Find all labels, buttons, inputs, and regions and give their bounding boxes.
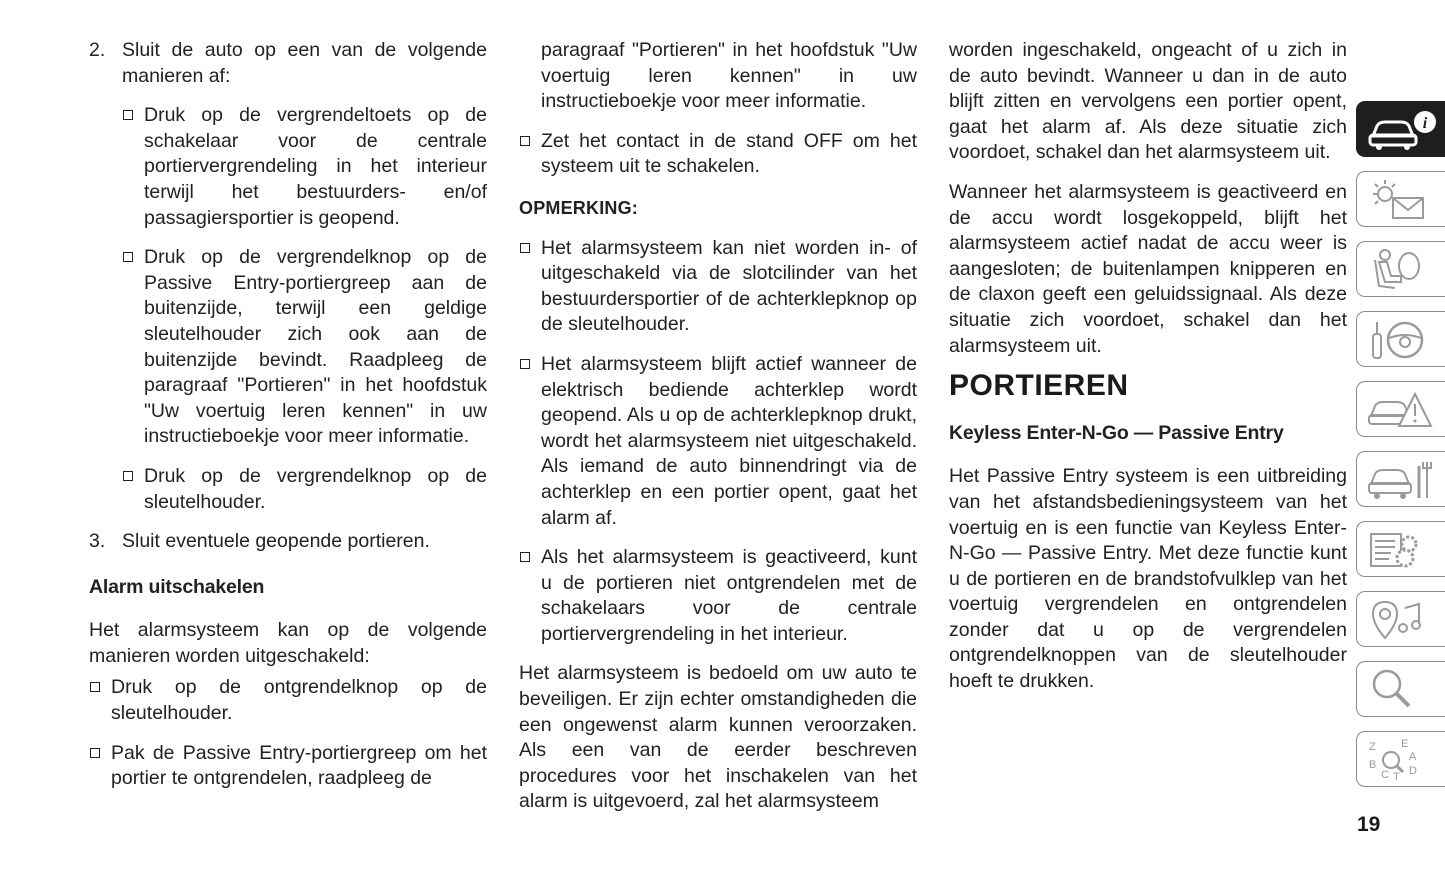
subheading: Alarm uitschakelen [89, 575, 265, 598]
step-number: 2. [89, 39, 106, 61]
section-heading: PORTIEREN [949, 369, 1129, 403]
list-item [122, 103, 487, 231]
tab-search[interactable] [1356, 661, 1445, 717]
step-2 [89, 38, 487, 89]
column-2 [519, 38, 917, 829]
tab-safety[interactable] [1356, 241, 1445, 297]
list-item [519, 545, 917, 647]
car-warning-triangle-icon [1365, 386, 1443, 432]
index-letter: Z [1369, 741, 1376, 753]
alphabetical-index-icon [1365, 736, 1443, 782]
warning-light-message-icon [1365, 176, 1443, 222]
list-item [519, 129, 917, 180]
list-item-text: Druk op de vergrendeltoets op de schakelaar voor de centrale portiervergrendeling in het interieur terwijl het bestuurders- en/of passagiersportier is geopend. [144, 104, 487, 229]
paragraph: Het alarmsysteem is bedoeld om uw auto te beveiligen. Er zijn echter omstandigheden die een ongewenst alarm kunnen veroorzaken. Als een van de eerder beschreven procedures voor het inschakelen van het alarm is uitgevoerd, zal het alarmsysteem [519, 662, 917, 813]
list-item-text: Druk op de vergrendelknop op de sleutelhouder. [144, 464, 487, 513]
column-3 [949, 38, 1347, 709]
svg-text:i: i [1422, 115, 1428, 132]
page-number: 19 [1357, 813, 1381, 836]
tab-specifications[interactable] [1356, 521, 1445, 577]
paragraph: paragraaf "Portieren" in het hoofdstuk "Uw voertuig leren kennen" in uw instructieboekje voor meer informatie. [541, 39, 917, 113]
list-item [89, 675, 487, 726]
paragraph: worden ingeschakeld, ongeacht of u zich in de auto bevindt. Wanneer u dan in de auto blijft zitten en vervolgens een portier opent, gaat het alarm af. Als deze situatie zich voordoet, schakel dan het alarmsysteem uit. [949, 39, 1347, 164]
tab-warning-lights[interactable] [1356, 171, 1445, 227]
checkbox-bullet-icon [122, 245, 144, 450]
list-item [519, 352, 917, 531]
car-info-icon [1365, 106, 1443, 152]
checkbox-bullet-icon [519, 545, 541, 647]
paragraph: Wanneer het alarmsysteem is geactiveerd en de accu wordt losgekoppeld, blijft het alarmsysteem actief nadat de accu weer is aangesloten; de buitenlampen knipperen en de claxon geeft een geluidssignaal. Als deze situatie zich voordoet, schakel dan het alarmsysteem uit. [949, 180, 1347, 357]
checkbox-bullet-icon [122, 464, 144, 515]
index-letter: E [1401, 738, 1409, 750]
steering-wheel-key-icon [1365, 316, 1443, 362]
list-item-text: Druk op de ontgrendelknop op de sleutelhouder. [111, 676, 487, 725]
index-letter: D [1409, 765, 1417, 777]
airbag-seat-icon [1365, 246, 1443, 292]
tab-starting-driving[interactable] [1356, 311, 1445, 367]
tab-index[interactable] [1356, 731, 1445, 787]
list-item-text: Als het alarmsysteem is geactiveerd, kunt u de portieren niet ontgrendelen met de schakelaars voor de centrale portiervergrendeling in het interieur. [541, 546, 917, 645]
step-number: 3. [89, 530, 106, 553]
column-1 [89, 38, 487, 806]
list-item [122, 245, 487, 450]
checkbox-bullet-icon [519, 352, 541, 531]
note-label: OPMERKING: [519, 197, 638, 218]
checkbox-bullet-icon [519, 236, 541, 338]
tab-emergency[interactable] [1356, 381, 1445, 437]
list-item [519, 236, 917, 338]
list-item [122, 464, 487, 515]
checkbox-bullet-icon [89, 741, 111, 792]
step-3 [89, 529, 487, 555]
subheading: Keyless Enter-N-Go — Passive Entry [949, 421, 1284, 444]
list-item-text: Zet het contact in de stand OFF om het systeem uit te schakelen. [541, 129, 917, 178]
multimedia-icon [1365, 596, 1443, 642]
checkbox-bullet-icon [519, 129, 541, 180]
list-item [89, 741, 487, 792]
car-wrench-icon [1365, 456, 1443, 502]
tab-maintenance[interactable] [1356, 451, 1445, 507]
checkbox-bullet-icon [122, 103, 144, 231]
specifications-gear-icon [1365, 526, 1443, 572]
list-item-text: Druk op de vergrendelknop op de Passive Entry-portiergreep aan de buitenzijde, terwijl een geldige sleutelhouder zich ook aan de buitenzijde bevindt. Raadpleeg de paragraaf "Portieren" in het hoofdstuk "Uw voertuig leren kennen" in uw instructieboekje voor meer informatie. [144, 246, 487, 448]
index-letter: A [1409, 751, 1417, 763]
step-text: Sluit eventuele geopende portieren. [122, 530, 430, 553]
list-item-text: Pak de Passive Entry-portiergreep om het portier te ontgrendelen, raadpleeg de [111, 741, 487, 790]
index-letter: B [1369, 759, 1377, 771]
tab-multimedia[interactable] [1356, 591, 1445, 647]
index-letter: T [1393, 771, 1400, 782]
list-item-text: Het alarmsysteem kan niet worden in- of uitgeschakeld via de slotcilinder van het bestuurdersportier of de achterklepknop op de sleutelhouder. [541, 236, 917, 336]
tab-car-info[interactable] [1356, 101, 1445, 157]
step-text: Sluit de auto op een van de volgende manieren af: [122, 39, 487, 87]
index-letter: C [1381, 769, 1389, 781]
list-item-text: Het alarmsysteem blijft actief wanneer de elektrisch bediende achterklep wordt geopend. Als u op de achterklepknop drukt, wordt het alarmsysteem niet uitgeschakeld. Als iemand de auto binnendringt via de achterklep en een portier opent, gaat het alarm af. [541, 352, 917, 529]
checkbox-bullet-icon [89, 675, 111, 726]
search-icon [1365, 666, 1443, 712]
paragraph: Het Passive Entry systeem is een uitbreiding van het afstandsbedieningsysteem van het voertuig en is een functie van Keyless Enter-N-Go — Passive Entry. Met deze functie kunt u de portieren en de brandstofvulklep van het voertuig vergrendelen en ontgrendelen zonder dat u op de vergrendelen ontgrendelknoppen van de sleutelhouder hoeft te drukken. [949, 465, 1347, 693]
paragraph: Het alarmsysteem kan op de volgende manieren worden uitgeschakeld: [89, 619, 487, 667]
